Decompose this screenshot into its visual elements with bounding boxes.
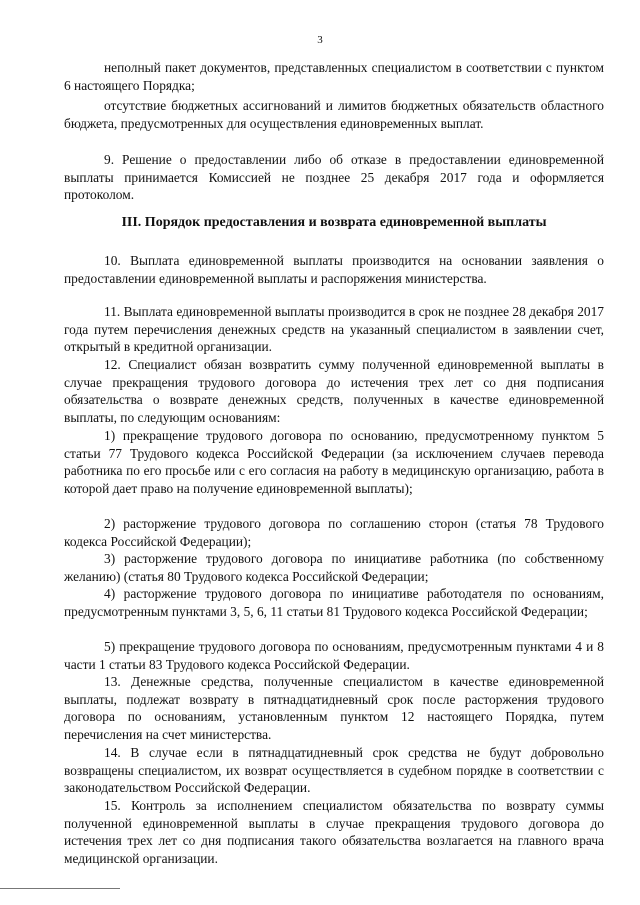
paragraph: отсутствие бюджетных ассигнований и лимитов бюджетных обязательств областного бюджета, предусмотренных для осуществления единовременных выплат. — [64, 98, 604, 131]
paragraph: 15. Контроль за исполнением специалистом обязательства по возврату суммы полученной единовременной выплаты в случае прекращения трудового договора до истечения трех лет со дня подписания такого обязательства возлагается на главного врача медицинской организации. — [64, 798, 604, 866]
paragraph: 4) расторжение трудового договора по инициативе работодателя по основаниям, предусмотренным пунктами 3, 5, 6, 11 статьи 81 Трудового кодекса Российской Федерации; — [64, 586, 604, 619]
paragraph: 9. Решение о предоставлении либо об отказе в предоставлении единовременной выплаты принимается Комиссией не позднее 25 декабря 2017 года и оформляется протоколом. — [64, 152, 604, 203]
paragraph: 2) расторжение трудового договора по соглашению сторон (статья 78 Трудового кодекса Российской Федерации); — [64, 516, 604, 549]
page-number: 3 — [317, 34, 323, 46]
paragraph: 12. Специалист обязан возвратить сумму полученной единовременной выплаты в случае прекращения трудового договора до истечения трех лет со дня подписания обязательства о возврате денежных средств, полученных в качестве единовременной выплаты, по следующим основаниям: — [64, 357, 604, 425]
paragraph: 14. В случае если в пятнадцатидневный срок средства не будут добровольно возвращены специалистом, их возврат осуществляется в судебном порядке в соответствии с законодательством Российской Федерации. — [64, 745, 604, 796]
paragraph: 1) прекращение трудового договора по основанию, предусмотренному пунктом 5 статьи 77 Трудового кодекса Российской Федерации (за исключением случаев перевода работника по его просьбе или с его согласия на работу в медицинскую организацию, работа в которой дает право на получение единовременной выплаты); — [64, 428, 604, 496]
paragraph: 11. Выплата единовременной выплаты производится в срок не позднее 28 декабря 2017 года путем перечисления денежных средств на указанный специалистом в заявлении счет, открытый в кредитной организации. — [64, 304, 604, 355]
paragraph: 5) прекращение трудового договора по основаниям, предусмотренным пунктами 4 и 8 части 1 статьи 83 Трудового кодекса Российской Федерации. — [64, 639, 604, 672]
paragraph: 10. Выплата единовременной выплаты производится на основании заявления о предоставлении единовременной выплаты и распоряжения министерства. — [64, 253, 604, 286]
paragraph: 3) расторжение трудового договора по инициативе работника (по собственному желанию) (статья 80 Трудового кодекса Российской Федерации; — [64, 551, 604, 584]
paragraph: 13. Денежные средства, полученные специалистом в качестве единовременной выплаты, подлежат возврату в пятнадцатидневный срок после расторжения трудового договора по основаниям, установленным пунктом 12 настоящего Порядка, путем перечисления на счет министерства. — [64, 674, 604, 742]
paragraph: неполный пакет документов, представленных специалистом в соответствии с пунктом 6 настоящего Порядка; — [64, 60, 604, 93]
footer-divider — [0, 888, 120, 889]
section-heading: III. Порядок предоставления и возврата единовременной выплаты — [121, 215, 547, 230]
